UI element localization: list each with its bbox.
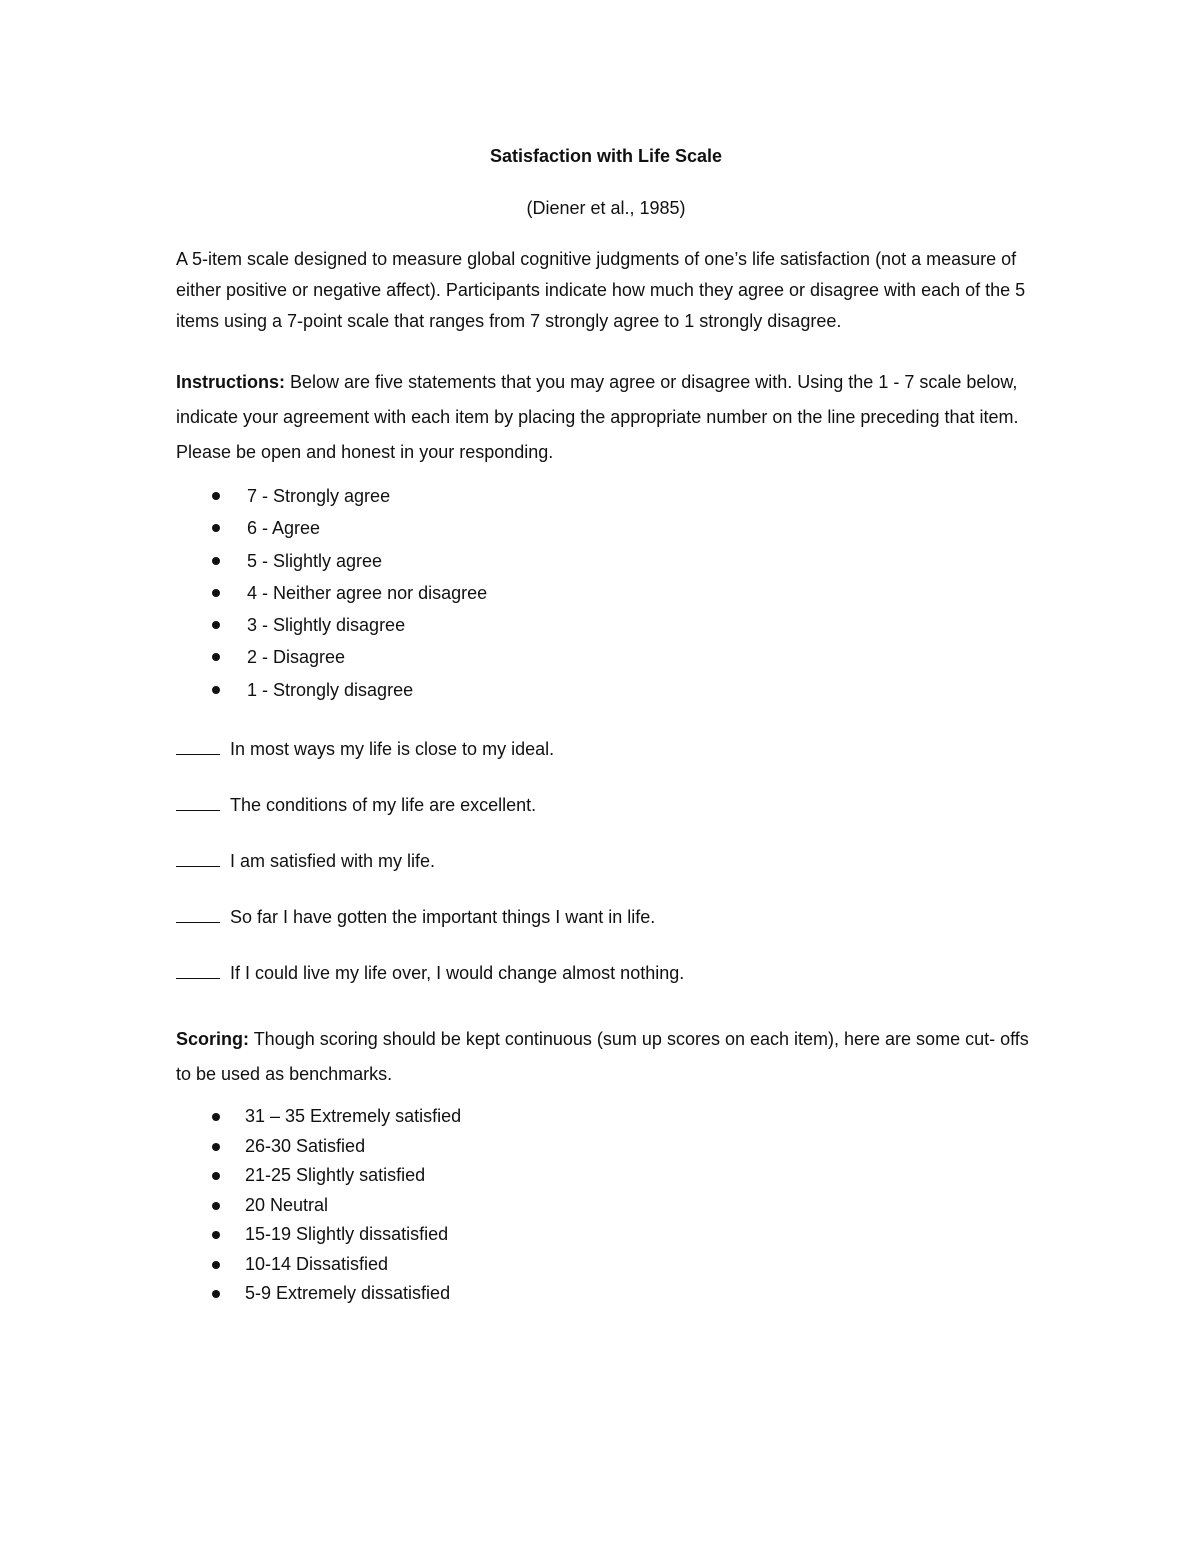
- cutoff-label: 15-19 Slightly dissatisfied: [245, 1224, 449, 1245]
- citation: (Diener et al., 1985): [526, 198, 686, 218]
- questionnaire-item: [176, 790, 1036, 846]
- bullet-icon: [212, 557, 220, 565]
- questionnaire-item: [176, 734, 1036, 790]
- instructions-text: Below are five statements that you may agree or disagree with. Using the 1 - 7 scale below, indicate your agreement with each item by placing the appropriate number on the line preceding that item. Please be open and honest in your responding.: [176, 372, 1019, 462]
- scale-option: [176, 512, 1036, 544]
- questionnaire-item: [176, 958, 1036, 1014]
- answer-blank-line[interactable]: [176, 850, 220, 867]
- scale-option-label: 4 - Neither agree nor disagree: [247, 582, 488, 603]
- scale-option-label: 7 - Strongly agree: [247, 486, 391, 506]
- questionnaire-items: [176, 734, 1036, 1014]
- scale-option: [176, 480, 1036, 512]
- answer-blank-line[interactable]: [176, 794, 220, 811]
- bullet-icon: [212, 1231, 220, 1239]
- scale-option: [176, 545, 1036, 577]
- bullet-icon: [212, 492, 220, 500]
- bullet-icon: [212, 1172, 220, 1180]
- scale-option-label: 6 - Agree: [247, 518, 321, 539]
- bullet-icon: [212, 524, 220, 532]
- instructions-label: Instructions:: [176, 372, 286, 392]
- cutoff-label: 10-14 Dissatisfied: [245, 1253, 389, 1274]
- scoring-text: Though scoring should be kept continuous (sum up scores on each item), here are some cut- offs to be used as benchmarks.: [176, 1029, 1029, 1085]
- document-title: Satisfaction with Life Scale: [489, 146, 723, 166]
- item-statement: If I could live my life over, I would change almost nothing.: [230, 963, 685, 984]
- bullet-icon: [212, 1143, 220, 1151]
- response-scale-list: [176, 480, 1036, 706]
- cutoff-item: [176, 1279, 1036, 1309]
- cutoff-label: 21-25 Slightly satisfied: [245, 1165, 426, 1186]
- answer-blank-line[interactable]: [176, 962, 220, 979]
- document-content: [176, 140, 1036, 1309]
- scale-option-label: 5 - Slightly agree: [247, 550, 383, 571]
- cutoff-item: [176, 1161, 1036, 1191]
- scale-option-label: 1 - Strongly disagree: [247, 679, 414, 700]
- answer-blank-line[interactable]: [176, 738, 220, 755]
- scale-option: [176, 641, 1036, 673]
- cutoff-item: [176, 1132, 1036, 1162]
- item-statement: In most ways my life is close to my ideal.: [230, 739, 555, 760]
- bullet-icon: [212, 1261, 220, 1269]
- cutoff-label: 20 Neutral: [245, 1194, 329, 1215]
- bullet-icon: [212, 1113, 220, 1121]
- cutoff-label: 5-9 Extremely dissatisfied: [245, 1283, 451, 1304]
- cutoff-label: 26-30 Satisfied: [245, 1135, 366, 1156]
- scale-option-label: 3 - Slightly disagree: [247, 615, 406, 636]
- cutoff-item: [176, 1102, 1036, 1132]
- scale-option: [176, 609, 1036, 641]
- scale-option-label: 2 - Disagree: [247, 647, 346, 668]
- cutoff-item: [176, 1220, 1036, 1250]
- answer-blank-line[interactable]: [176, 906, 220, 923]
- questionnaire-item: [176, 902, 1036, 958]
- bullet-icon: [212, 1290, 220, 1298]
- bullet-icon: [212, 589, 220, 597]
- scale-option: [176, 674, 1036, 706]
- scoring-label: Scoring:: [176, 1029, 250, 1050]
- cutoff-item: [176, 1250, 1036, 1280]
- bullet-icon: [212, 686, 220, 694]
- bullet-icon: [212, 1202, 220, 1210]
- item-statement: I am satisfied with my life.: [230, 851, 436, 872]
- scale-option: [176, 577, 1036, 609]
- cutoff-item: [176, 1191, 1036, 1221]
- bullet-icon: [212, 653, 220, 661]
- item-statement: The conditions of my life are excellent.: [230, 795, 537, 816]
- instructions-paragraph: [176, 365, 1036, 470]
- cutoff-label: 31 – 35 Extremely satisfied: [245, 1106, 462, 1127]
- scoring-paragraph: [176, 1022, 1036, 1092]
- cutoff-list: [176, 1102, 1036, 1309]
- scale-description: A 5-item scale designed to measure global cognitive judgments of one’s life satisfaction (not a measure of either positive or negative affect). Participants indicate how much they agree or disagree with each of the 5 items using a 7-point scale that ranges from 7 strongly agree to 1 strongly disagree.: [176, 249, 1026, 331]
- item-statement: So far I have gotten the important things I want in life.: [230, 907, 656, 928]
- questionnaire-item: [176, 846, 1036, 902]
- bullet-icon: [212, 621, 220, 629]
